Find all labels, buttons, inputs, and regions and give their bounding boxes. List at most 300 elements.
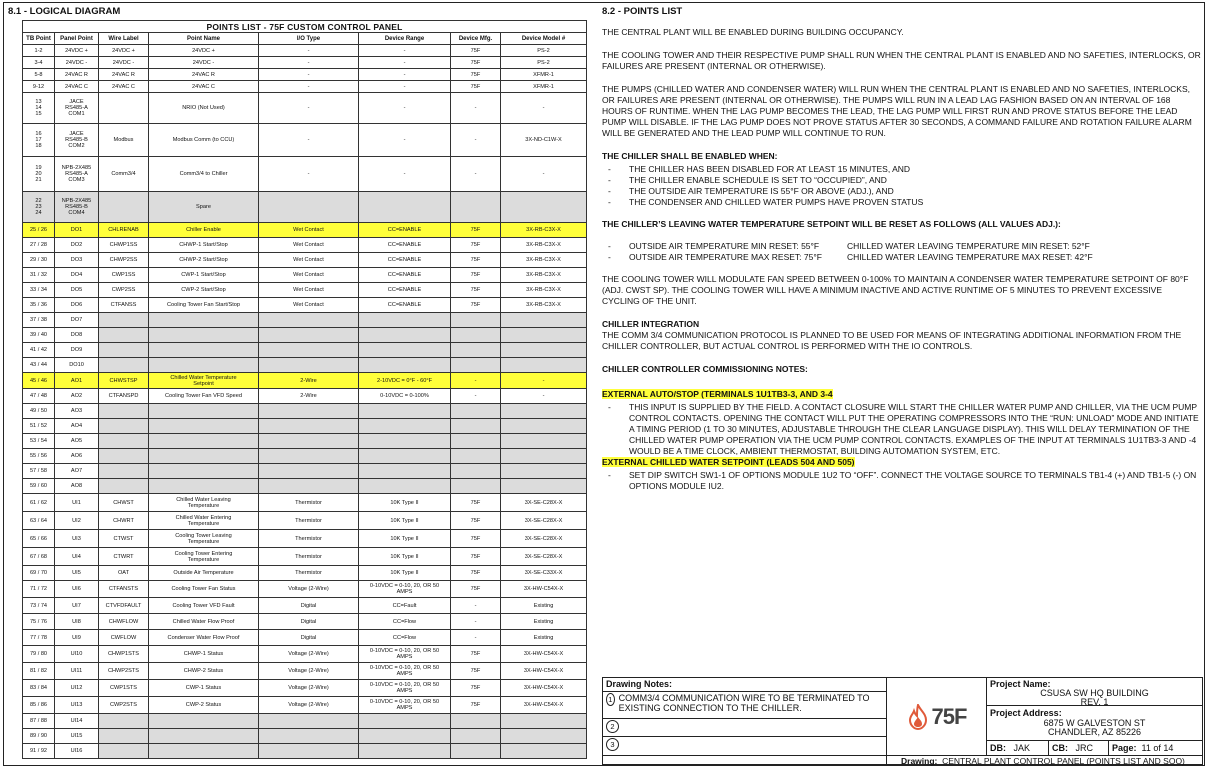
table-cell: 3X-HW-C54X-X (501, 581, 587, 598)
drawing-label: Drawing: (901, 756, 938, 766)
table-cell (501, 464, 587, 479)
table-row (23, 157, 587, 192)
table-cell: 24VDC + (99, 45, 149, 57)
table-cell: Modbus Comm (to CCU) (149, 124, 259, 157)
list-item (602, 252, 1202, 263)
table-cell: 61 / 62 (23, 494, 55, 512)
table-cell: 2-Wire (259, 373, 359, 389)
table-cell (501, 343, 587, 358)
table-cell: 22 23 24 (23, 192, 55, 223)
table-cell: OAT (99, 566, 149, 581)
table-cell (501, 714, 587, 729)
table-row (23, 419, 587, 434)
table-cell: CWP-2 Status (149, 697, 259, 714)
table-cell: DO8 (55, 328, 99, 343)
table-cell: Cooling Tower Leaving Temperature (149, 530, 259, 548)
table-cell: - (501, 373, 587, 389)
table-cell: 29 / 30 (23, 253, 55, 268)
table-cell: 3X-SE-C28X-X (501, 494, 587, 512)
table-cell: CWP1SS (99, 268, 149, 283)
list-item: - THE CHILLER ENABLE SCHEDULE IS SET TO “OCCUPIED”, AND (602, 175, 1202, 186)
table-cell: CTVFDFAULT (99, 598, 149, 614)
table-cell: Voltage (2-Wire) (259, 663, 359, 680)
col-header: Wire Label (99, 33, 149, 45)
table-cell: 3X-HW-C54X-X (501, 646, 587, 663)
table-row (23, 192, 587, 223)
table-cell: UI4 (55, 548, 99, 566)
list-item: - THE CHILLER HAS BEEN DISABLED FOR AT LEAST 15 MINUTES, AND (602, 164, 1202, 175)
col-header: Device Range (359, 33, 451, 45)
table-cell: UI2 (55, 512, 99, 530)
table-cell: - (451, 124, 501, 157)
page-value: 11 of 14 (1141, 743, 1174, 753)
table-cell (99, 328, 149, 343)
table-cell: 5-8 (23, 69, 55, 81)
table-cell (451, 434, 501, 449)
revision-row (987, 741, 1202, 755)
table-row (23, 93, 587, 124)
table-row (23, 630, 587, 646)
table-cell: CTFANSPD (99, 389, 149, 404)
paragraph-pumps: THE PUMPS (CHILLED WATER AND CONDENSER WATER) WILL RUN WHEN THE CENTRAL PLANT IS ENABLED AND NO SAFETIES, INTERLOCKS, OR FAILURES ARE PRESENT (INTERNAL OR OTHERWISE). THE PUMPS WILL RUN IN A LEAD LAG FASHION BASED ON AN INTERVAL OF 168 HOURS OF RUNTIME. WHEN THE LAG PUMP BECOMES THE LEAD, THE LAG PUMP WILL FIRST RUN AND PROVE STATUS BEFORE THE LEAD PUMP WILL DISABLE. IF THE LAG PUMP DOES NOT PROVE STATUS AFTER 30 SECONDS, A COMMAND FAILURE AND ROTATION FAILURE ALARM WILL BE GENERATED AND THE LEAD PUMP WILL CONTINUE TO RUN. (602, 84, 1192, 138)
table-cell: 73 / 74 (23, 598, 55, 614)
project-address-line1: 6875 W GALVESTON ST (1043, 718, 1146, 728)
table-cell: DO9 (55, 343, 99, 358)
table-row (23, 298, 587, 313)
table-cell: 71 / 72 (23, 581, 55, 598)
table-cell: 0-10VDC = 0-10, 20, OR 50 AMPS (359, 646, 451, 663)
table-cell (259, 358, 359, 373)
table-cell: CC=ENABLE (359, 238, 451, 253)
table-cell: 3X-SE-C28X-X (501, 548, 587, 566)
table-cell: 75F (451, 298, 501, 313)
list-item: - SET DIP SWITCH SW1-1 OF OPTIONS MODULE 1U2 TO “OFF”. CONNECT THE VOLTAGE SOURCE TO TERMINALS TB1-4 (+) AND TB1-5 (-) ON OPTIONS MODULE IU2. (602, 470, 1202, 492)
table-cell: UI14 (55, 714, 99, 729)
table-cell: Modbus (99, 124, 149, 157)
table-cell (359, 479, 451, 494)
table-row (23, 434, 587, 449)
table-cell: - (451, 157, 501, 192)
table-cell: CHWP-1 Start/Stop (149, 238, 259, 253)
table-cell: - (359, 57, 451, 69)
table-cell: CHWP-2 Status (149, 663, 259, 680)
table-cell: XFMR-1 (501, 69, 587, 81)
table-cell (359, 464, 451, 479)
table-cell: 0-10VDC = 0-10, 20, OR 50 AMPS (359, 697, 451, 714)
title-block (602, 677, 1203, 765)
table-cell (259, 744, 359, 759)
table-cell: Cooling Tower Fan VFD Speed (149, 389, 259, 404)
chiller-enable-heading: THE CHILLER SHALL BE ENABLED WHEN: (602, 151, 778, 161)
chiller-enable-list (602, 164, 1202, 208)
project-address-line2: CHANDLER, AZ 85226 (1047, 727, 1142, 737)
table-cell: 75F (451, 680, 501, 697)
table-cell: PS-2 (501, 45, 587, 57)
ext-auto-stop-list (602, 402, 1202, 457)
table-row (23, 358, 587, 373)
table-cell: 35 / 36 (23, 298, 55, 313)
table-cell: Cooling Tower VFD Fault (149, 598, 259, 614)
table-cell (259, 328, 359, 343)
table-cell: 33 / 34 (23, 283, 55, 298)
section-heading-logical-diagram: 8.1 - LOGICAL DIAGRAM (8, 6, 121, 17)
table-row (23, 81, 587, 93)
table-cell: CWP1STS (99, 680, 149, 697)
table-cell: UI13 (55, 697, 99, 714)
table-cell: NRIO (Not Used) (149, 93, 259, 124)
table-cell: 59 / 60 (23, 479, 55, 494)
table-cell (359, 729, 451, 744)
table-cell: - (359, 93, 451, 124)
table-cell: 63 / 64 (23, 512, 55, 530)
table-cell: 51 / 52 (23, 419, 55, 434)
ext-auto-stop-heading: EXTERNAL AUTO/STOP (TERMINALS 1U1TB3-3, AND 3-4 (602, 389, 833, 399)
table-cell: 47 / 48 (23, 389, 55, 404)
table-cell: CC=ENABLE (359, 253, 451, 268)
table-cell: 75F (451, 697, 501, 714)
table-cell: - (451, 598, 501, 614)
table-cell: UI11 (55, 663, 99, 680)
table-cell: 75F (451, 69, 501, 81)
sequence-of-operations (602, 6, 1202, 503)
table-cell: - (451, 93, 501, 124)
drawing-notes-label: Drawing Notes: (603, 678, 886, 692)
table-cell: Thermistor (259, 530, 359, 548)
table-cell: 75F (451, 512, 501, 530)
table-cell (259, 419, 359, 434)
table-cell: CC=ENABLE (359, 223, 451, 238)
table-cell: 75 / 76 (23, 614, 55, 630)
table-row (23, 663, 587, 680)
table-cell: Voltage (2-Wire) (259, 581, 359, 598)
list-item (602, 241, 1202, 252)
table-cell: 0-10VDC = 0-10, 20, OR 50 AMPS (359, 663, 451, 680)
table-cell: UI1 (55, 494, 99, 512)
table-cell: - (359, 157, 451, 192)
table-row (23, 714, 587, 729)
table-cell (99, 744, 149, 759)
table-cell: CC=Flow (359, 630, 451, 646)
table-cell: CHWP2STS (99, 663, 149, 680)
table-cell: 41 / 42 (23, 343, 55, 358)
table-cell (501, 479, 587, 494)
table-cell: 75F (451, 530, 501, 548)
table-cell (359, 404, 451, 419)
table-cell: - (359, 124, 451, 157)
table-cell: UI15 (55, 729, 99, 744)
table-row (23, 45, 587, 57)
table-cell: Existing (501, 598, 587, 614)
table-cell (99, 464, 149, 479)
list-item: - THE CONDENSER AND CHILLED WATER PUMPS HAVE PROVEN STATUS (602, 197, 1202, 208)
table-cell: Condenser Water Flow Proof (149, 630, 259, 646)
table-cell: NPB-2X485 RS485-A COM3 (55, 157, 99, 192)
table-cell: DO1 (55, 223, 99, 238)
table-cell: Digital (259, 630, 359, 646)
table-row (23, 530, 587, 548)
table-cell (501, 449, 587, 464)
table-cell: 10K Type II (359, 512, 451, 530)
table-cell: 53 / 54 (23, 434, 55, 449)
table-cell: Chilled Water Entering Temperature (149, 512, 259, 530)
table-cell (501, 419, 587, 434)
table-cell: DO2 (55, 238, 99, 253)
table-cell: 24VDC - (55, 57, 99, 69)
table-cell: 24VAC R (55, 69, 99, 81)
table-cell (451, 419, 501, 434)
logo-text: 75F (931, 703, 967, 729)
table-cell: Chiller Enable (149, 223, 259, 238)
table-cell: 49 / 50 (23, 404, 55, 419)
table-cell: AO2 (55, 389, 99, 404)
table-cell: - (259, 93, 359, 124)
table-row (23, 389, 587, 404)
table-cell: 24VDC - (99, 57, 149, 69)
table-cell: 39 / 40 (23, 328, 55, 343)
table-cell: 9-12 (23, 81, 55, 93)
table-row (23, 581, 587, 598)
table-cell (149, 449, 259, 464)
table-row (23, 479, 587, 494)
table-cell: 55 / 56 (23, 449, 55, 464)
table-cell: Wet Contact (259, 223, 359, 238)
table-cell: Thermistor (259, 494, 359, 512)
table-cell: Voltage (2-Wire) (259, 680, 359, 697)
list-item: - THIS INPUT IS SUPPLIED BY THE FIELD. A CONTACT CLOSURE WILL START THE CHILLER WATER PUMP AND CHILLER, VIA THE UCM PUMP CONTROL CONTACTS. OPENING THE CONTACT WILL PUT THE OPERATING COMPRESSORS INTO THE “RUN: UNLOAD” MODE AND INITIATE A TIMING PERIOD (1 TO 30 MINUTES, ADJUSTABLE THROUGH THE CLEAR LANGUAGE DISPLAY). THIS WILL DELAY TERMINATION OF THE CHILLED WATER PUMP OPERATION VIA THE UCM PUMP CONTROL CONTACTS. EXAMPLES OF THE INPUT AT TERMINALS 1U1TB3-3 AND -4 WOULD BE A TIME CLOCK, AMBIENT THERMOSTAT, BUILDING AUTOMATION SYSTEM, ETC. (602, 402, 1202, 457)
db-label: DB: (990, 743, 1006, 753)
table-cell: 3X-RB-C3X-X (501, 268, 587, 283)
table-cell: - (501, 389, 587, 404)
project-info (987, 678, 1202, 755)
table-cell: 91 / 92 (23, 744, 55, 759)
reset-chw-max: CHILLED WATER LEAVING TEMPERATURE MAX RESET: 42°F (847, 252, 1093, 262)
table-row (23, 494, 587, 512)
table-cell (149, 328, 259, 343)
table-cell: 67 / 68 (23, 548, 55, 566)
table-cell: - (259, 157, 359, 192)
table-cell: UI5 (55, 566, 99, 581)
table-cell: Wet Contact (259, 253, 359, 268)
table-cell: CWFLOW (99, 630, 149, 646)
table-cell: 10K Type II (359, 530, 451, 548)
section-heading-points-list: 8.2 - POINTS LIST (602, 6, 683, 17)
table-cell: - (359, 81, 451, 93)
reset-oat-max: - OUTSIDE AIR TEMPERATURE MAX RESET: 75°F (629, 252, 822, 262)
table-row (23, 614, 587, 630)
table-cell: 3X-RB-C3X-X (501, 298, 587, 313)
table-cell: 75F (451, 268, 501, 283)
table-row (23, 373, 587, 389)
table-cell: 3-4 (23, 57, 55, 69)
table-cell (359, 419, 451, 434)
table-cell: Chilled Water Flow Proof (149, 614, 259, 630)
table-cell (99, 358, 149, 373)
table-row (23, 69, 587, 81)
table-row (23, 253, 587, 268)
table-cell: 24VAC C (55, 81, 99, 93)
table-cell: 27 / 28 (23, 238, 55, 253)
table-cell (359, 358, 451, 373)
table-cell: UI9 (55, 630, 99, 646)
table-cell: Existing (501, 614, 587, 630)
table-cell (259, 343, 359, 358)
ext-setpoint-list (602, 470, 1202, 492)
table-cell: 0-10VDC = 0-10, 20, OR 50 AMPS (359, 581, 451, 598)
table-cell: Wet Contact (259, 238, 359, 253)
project-address-block (987, 706, 1202, 741)
table-cell (501, 313, 587, 328)
table-row (23, 646, 587, 663)
table-cell: 69 / 70 (23, 566, 55, 581)
points-table (22, 20, 587, 759)
table-cell: 3X-HW-C54X-X (501, 663, 587, 680)
table-cell: Thermistor (259, 566, 359, 581)
table-cell: 75F (451, 494, 501, 512)
table-cell (149, 313, 259, 328)
reset-oat-min: - OUTSIDE AIR TEMPERATURE MIN RESET: 55°F (629, 241, 820, 251)
table-cell (451, 358, 501, 373)
table-cell: - (501, 93, 587, 124)
table-cell: Thermistor (259, 512, 359, 530)
reset-heading: THE CHILLER’S LEAVING WATER TEMPERATURE SETPOINT WILL BE RESET AS FOLLOWS (ALL VALUES ADJ.): (602, 219, 1061, 229)
table-row (23, 680, 587, 697)
table-cell: CTWRT (99, 548, 149, 566)
table-cell: - (359, 45, 451, 57)
table-cell (259, 464, 359, 479)
table-cell (149, 744, 259, 759)
table-cell: 3X-RB-C3X-X (501, 253, 587, 268)
table-cell (501, 192, 587, 223)
table-cell: 75F (451, 581, 501, 598)
table-cell: 3X-SE-C28X-X (501, 530, 587, 548)
table-cell: CHWFLOW (99, 614, 149, 630)
table-cell: CWP-1 Start/Stop (149, 268, 259, 283)
table-cell: 83 / 84 (23, 680, 55, 697)
drawing-notes (603, 678, 887, 755)
table-cell: 65 / 66 (23, 530, 55, 548)
table-row (23, 598, 587, 614)
table-cell (99, 419, 149, 434)
table-cell: 3X-RB-C3X-X (501, 238, 587, 253)
table-cell: 19 20 21 (23, 157, 55, 192)
table-cell: 3X-RB-C3X-X (501, 223, 587, 238)
table-cell: Thermistor (259, 548, 359, 566)
table-row (23, 283, 587, 298)
table-cell: CHWP2SS (99, 253, 149, 268)
table-cell: CC=ENABLE (359, 283, 451, 298)
table-cell: Digital (259, 598, 359, 614)
table-cell: 24VAC R (149, 69, 259, 81)
table-cell: XFMR-1 (501, 81, 587, 93)
col-header: Panel Point (55, 33, 99, 45)
table-cell (99, 729, 149, 744)
table-cell: AO1 (55, 373, 99, 389)
table-cell: 10K Type II (359, 548, 451, 566)
table-cell (149, 358, 259, 373)
table-cell (99, 313, 149, 328)
table-cell: Comm3/4 to Chiller (149, 157, 259, 192)
cb-value: JRC (1075, 743, 1094, 753)
project-name: CSUSA SW HQ BUILDING (1040, 688, 1149, 698)
table-row (23, 238, 587, 253)
table-cell (501, 744, 587, 759)
table-cell: DO5 (55, 283, 99, 298)
drawing-note-2 (603, 719, 886, 737)
table-cell: - (359, 69, 451, 81)
table-cell: Cooling Tower Entering Temperature (149, 548, 259, 566)
project-address-label: Project Address: (990, 708, 1062, 718)
table-cell: - (451, 630, 501, 646)
table-cell: 2-10VDC = 0°F - 60°F (359, 373, 451, 389)
table-cell: 75F (451, 548, 501, 566)
table-cell: AO6 (55, 449, 99, 464)
table-cell: CHWP-2 Start/Stop (149, 253, 259, 268)
table-cell: CWP-1 Status (149, 680, 259, 697)
table-cell (451, 192, 501, 223)
table-cell: 24VDC + (55, 45, 99, 57)
col-header: TB Point (23, 33, 55, 45)
table-row (23, 268, 587, 283)
table-row (23, 328, 587, 343)
table-cell: - (451, 614, 501, 630)
table-cell (451, 343, 501, 358)
table-cell: CHWP1SS (99, 238, 149, 253)
paragraph-plant-enable: THE CENTRAL PLANT WILL BE ENABLED DURING BUILDING OCCUPANCY. (602, 27, 904, 37)
table-cell: Digital (259, 614, 359, 630)
table-cell: - (451, 389, 501, 404)
table-cell (149, 419, 259, 434)
table-cell (99, 192, 149, 223)
table-cell: 16 17 18 (23, 124, 55, 157)
table-cell (359, 313, 451, 328)
table-cell: AO3 (55, 404, 99, 419)
table-cell: Voltage (2-Wire) (259, 646, 359, 663)
table-cell (359, 192, 451, 223)
table-cell: 3X-RB-C3X-X (501, 283, 587, 298)
table-cell: 75F (451, 663, 501, 680)
reset-chw-min: CHILLED WATER LEAVING TEMPERATURE MIN RESET: 52°F (847, 241, 1090, 251)
reset-list (602, 241, 1202, 263)
table-cell: 2-Wire (259, 389, 359, 404)
table-cell: NPB-2X485 RS485-B COM4 (55, 192, 99, 223)
table-cell: Spare (149, 192, 259, 223)
paragraph-tower-fan: THE COOLING TOWER WILL MODULATE FAN SPEED BETWEEN 0-100% TO MAINTAIN A CONDENSER WATER TEMPERATURE SETPOINT OF 80°F (ADJ. CWST SP). THE COOLING TOWER WILL HAVE A MINIMUM INACTIVE AND ACTIVE RUNTIME OF 5 MINUTES TO PREVENT EXCESSIVE CYCLING OF THE UNIT. (602, 274, 1189, 306)
drawing-note-3 (603, 737, 886, 755)
table-cell: 85 / 86 (23, 697, 55, 714)
table-cell: - (259, 124, 359, 157)
table-cell (99, 714, 149, 729)
table-cell: PS-2 (501, 57, 587, 69)
company-logo (887, 678, 987, 755)
table-cell (359, 449, 451, 464)
table-cell: CC=Fault (359, 598, 451, 614)
table-cell (259, 479, 359, 494)
table-cell: 77 / 78 (23, 630, 55, 646)
table-cell: 0-10VDC = 0-100% (359, 389, 451, 404)
table-cell: CWP2STS (99, 697, 149, 714)
table-row (23, 744, 587, 759)
table-cell: 24VAC C (99, 81, 149, 93)
project-name-block (987, 678, 1202, 706)
table-cell: - (259, 57, 359, 69)
table-cell: 45 / 46 (23, 373, 55, 389)
table-row (23, 566, 587, 581)
table-cell (501, 328, 587, 343)
table-cell: CHWST (99, 494, 149, 512)
table-cell: Wet Contact (259, 298, 359, 313)
table-cell: 89 / 90 (23, 729, 55, 744)
table-cell: Cooling Tower Fan Start/Stop (149, 298, 259, 313)
